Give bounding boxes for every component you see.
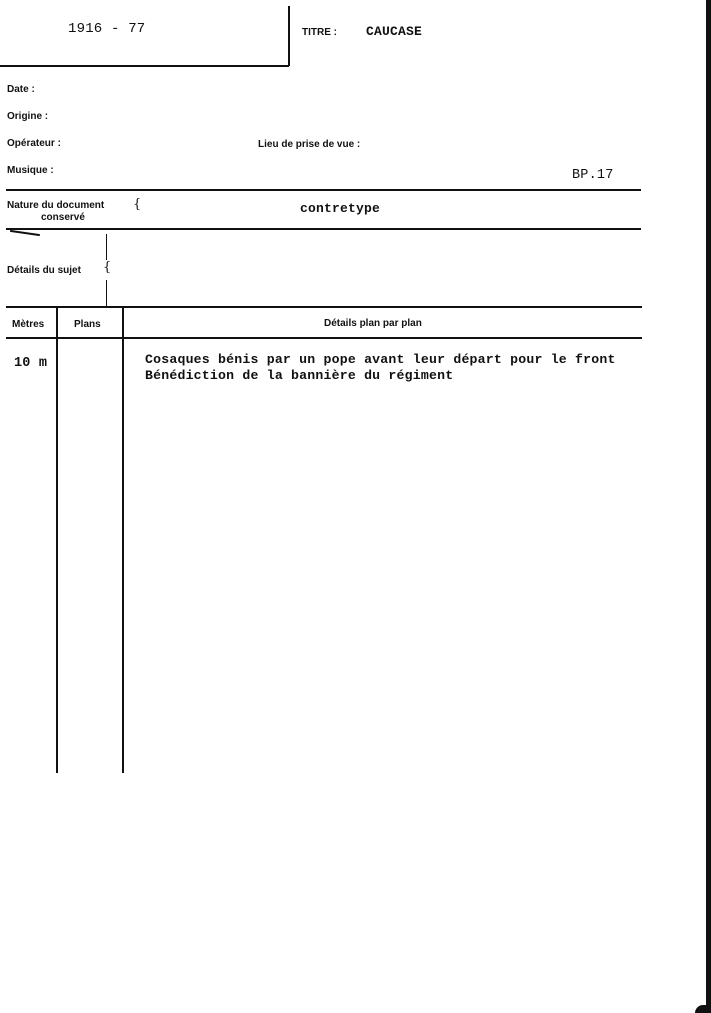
- reference-number: 1916 - 77: [68, 21, 146, 37]
- titre-label: TITRE :: [302, 27, 337, 38]
- card-bottom-corner: [695, 1005, 711, 1013]
- origine-label: Origine :: [7, 111, 49, 122]
- sujet-label: Détails du sujet: [7, 265, 81, 276]
- nature-bottom-rule: [6, 228, 641, 230]
- lieu-label: Lieu de prise de vue :: [258, 139, 361, 150]
- column-header-plans: Plans: [74, 319, 101, 330]
- table-header-rule: [6, 337, 642, 339]
- sujet-brace-lower: [106, 280, 107, 306]
- sujet-mark: [10, 230, 40, 236]
- header-box-bottom-border: [0, 65, 289, 67]
- nature-brace: {: [133, 197, 142, 212]
- card-right-edge: [706, 0, 711, 1013]
- table-row-details-line2: Bénédiction de la bannière du régiment: [145, 368, 454, 383]
- nature-top-rule: [6, 189, 641, 191]
- nature-value: contretype: [300, 201, 381, 216]
- cote-value: BP.17: [572, 168, 614, 183]
- table-top-rule: [6, 306, 642, 308]
- header-box-right-border: [288, 6, 290, 66]
- musique-label: Musique :: [7, 165, 54, 176]
- titre-value: CAUCASE: [366, 24, 423, 39]
- column-divider-metres: [56, 307, 58, 773]
- nature-label-line2: conservé: [41, 212, 85, 223]
- operateur-label: Opérateur :: [7, 138, 61, 149]
- column-divider-plans: [122, 307, 124, 773]
- column-header-metres: Mètres: [12, 319, 45, 330]
- nature-label-line1: Nature du document: [7, 200, 105, 211]
- column-header-details: Détails plan par plan: [324, 318, 422, 329]
- table-row-details-line1: Cosaques bénis par un pope avant leur départ pour le front: [145, 352, 616, 367]
- sujet-brace: {: [103, 260, 112, 275]
- date-label: Date :: [7, 84, 35, 95]
- table-row-metres: 10 m: [14, 356, 48, 371]
- sujet-brace-upper: [106, 234, 107, 260]
